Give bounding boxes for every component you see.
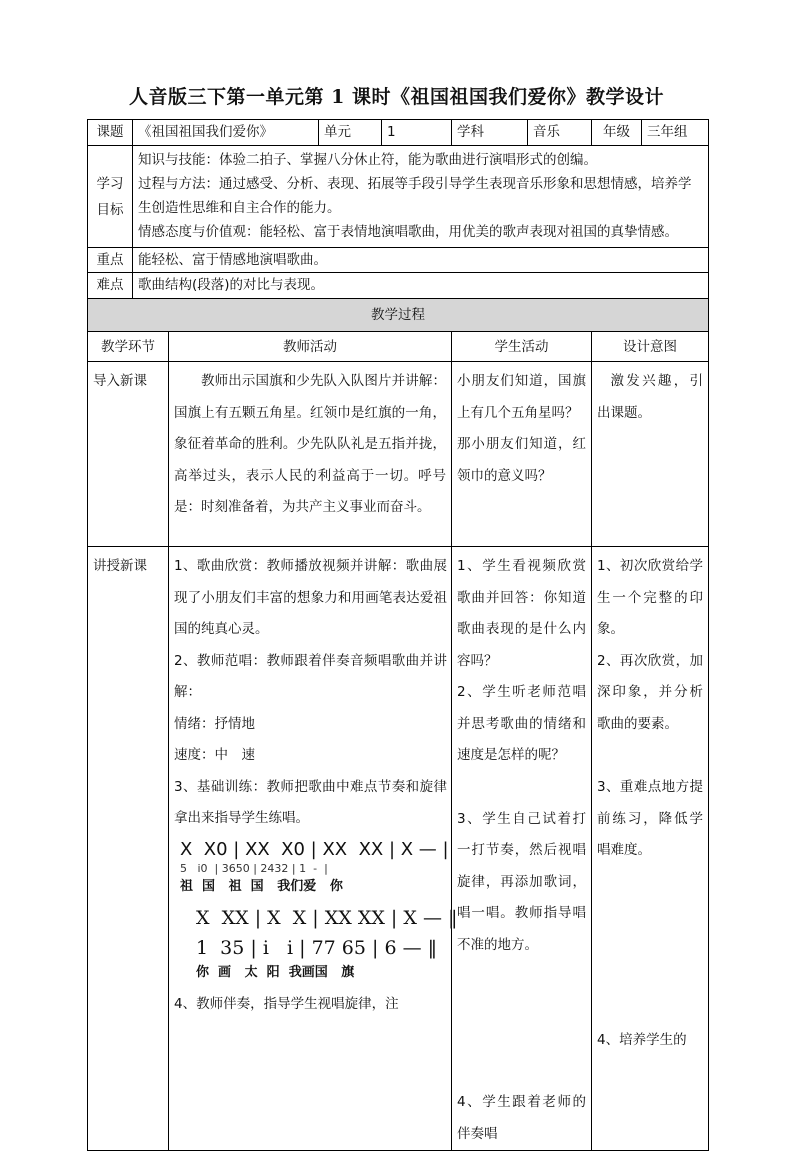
document-title: 人音版三下第一单元第 1 课时《祖国祖国我们爱你》教学设计 xyxy=(129,86,664,108)
grade-value: 三年组 xyxy=(642,120,709,146)
teacher-step-3: 3、基础训练：教师把歌曲中难点节奏和旋律拿出来指导学生练唱。 xyxy=(174,778,447,826)
score-2-numbers: 1 35 | i i | 77 65 | 6 — ‖ xyxy=(196,936,438,959)
intro-stage: 导入新课 xyxy=(88,362,169,547)
col-stage: 教学环节 xyxy=(88,332,169,362)
score-1-lyrics: 祖 国 祖 国 我们爱 你 xyxy=(180,878,343,894)
teacher-speed: 速度：中 速 xyxy=(174,747,255,763)
lesson-plan-table xyxy=(87,119,709,1151)
unit-label: 单元 xyxy=(319,120,382,146)
header-row xyxy=(88,120,709,146)
score-excerpt-2 xyxy=(196,903,458,983)
lesson-label: 课题 xyxy=(88,120,133,146)
unit-value: 1 xyxy=(382,120,452,146)
subject-label: 学科 xyxy=(452,120,528,146)
score-1-rhythm: X X0 | XX X0 | XX XX | X — | xyxy=(180,838,449,860)
teacher-mood: 情绪：抒情地 xyxy=(174,715,255,732)
key-point-label: 重点 xyxy=(88,248,133,273)
lesson-value: 《祖国祖国我们爱你》 xyxy=(133,120,319,146)
column-header-row xyxy=(88,332,709,362)
process-title: 教学过程 xyxy=(88,299,709,332)
objectives-label: 学习目标 xyxy=(88,146,133,248)
teacher-step-2: 2、教师范唱：教师跟着伴奏音频唱歌曲并讲解： xyxy=(174,652,447,700)
intent-step-4: 4、培养学生的 xyxy=(597,1031,687,1048)
score-2-rhythm: X XX | X X | XX XX | X — ‖ xyxy=(196,906,458,929)
col-intent: 设计意图 xyxy=(592,332,709,362)
process-title-row xyxy=(88,299,709,332)
score-1-numbers: 5 i0 | 3650 | 2432 | 1 - | xyxy=(180,861,328,875)
student-step-4: 4、学生跟着老师的伴奏唱 xyxy=(457,1094,586,1142)
score-2-lyrics: 你 画 太 阳 我画国 旗 xyxy=(196,964,355,980)
intent-step-3: 3、重难点地方提前练习，降低学唱难度。 xyxy=(597,779,703,858)
difficulty-value: 歌曲结构(段落)的对比与表现。 xyxy=(133,273,709,299)
teacher-step-1: 1、歌曲欣赏：教师播放视频并讲解：歌曲展现了小朋友们丰富的想象力和用画笔表达爱祖国的纯真心灵。 xyxy=(174,558,447,637)
intro-intent: 激发兴趣，引出课题。 xyxy=(597,373,703,421)
student-step-2: 2、学生听老师范唱并思考歌曲的情绪和速度是怎样的呢？ xyxy=(457,684,586,763)
intro-student-q2: 那小朋友们知道，红领巾的意义吗？ xyxy=(457,436,586,484)
difficulty-label: 难点 xyxy=(88,273,133,299)
col-teacher: 教师活动 xyxy=(169,332,452,362)
teacher-step-4: 4、教师伴奏，指导学生视唱旋律，注 xyxy=(174,995,399,1012)
intent-step-2: 2、再次欣赏，加深印象，并分析歌曲的要素。 xyxy=(597,652,703,732)
intro-row xyxy=(88,362,709,547)
subject-value: 音乐 xyxy=(528,120,592,146)
key-point-value: 能轻松、富于情感地演唱歌曲。 xyxy=(133,248,709,273)
score-excerpt-1 xyxy=(180,839,447,897)
intro-teacher: 教师出示国旗和少先队入队图片并讲解：国旗上有五颗五角星。红领巾是红旗的一角，象征着革命的胜利。少先队队礼是五指并拢，高举过头，表示人民的利益高于一切。呼号是：时刻准备着，为共产主义事业而奋斗。 xyxy=(174,373,446,515)
key-point-row xyxy=(88,248,709,273)
difficulty-row xyxy=(88,273,709,299)
intro-student-q1: 小朋友们知道，国旗上有几个五角星吗？ xyxy=(457,373,586,421)
new-lesson-row xyxy=(88,547,709,1151)
objective-emotion: 情感态度与价值观：能轻松、富于表情地演唱歌曲，用优美的歌声表现对祖国的真挚情感。 xyxy=(138,224,678,240)
student-step-3: 3、学生自己试着打一打节奏，然后视唱旋律，再添加歌词，唱一唱。教师指导唱不准的地方。 xyxy=(457,810,586,953)
col-student: 学生活动 xyxy=(452,332,592,362)
grade-label: 年级 xyxy=(592,120,642,146)
objectives-row xyxy=(88,146,709,248)
student-step-1: 1、学生看视频欣赏歌曲并回答：你知道歌曲表现的是什么内容吗？ xyxy=(457,558,586,669)
objective-process: 过程与方法：通过感受、分析、表现、拓展等手段引导学生表现音乐形象和思想情感，培养学生创造性思维和自主合作的能力。 xyxy=(138,176,692,216)
objective-knowledge: 知识与技能：体验二拍子、掌握八分休止符，能为歌曲进行演唱形式的创编。 xyxy=(138,152,597,168)
new-stage: 讲授新课 xyxy=(88,547,169,1151)
intent-step-1: 1、初次欣赏给学生一个完整的印象。 xyxy=(597,558,703,637)
